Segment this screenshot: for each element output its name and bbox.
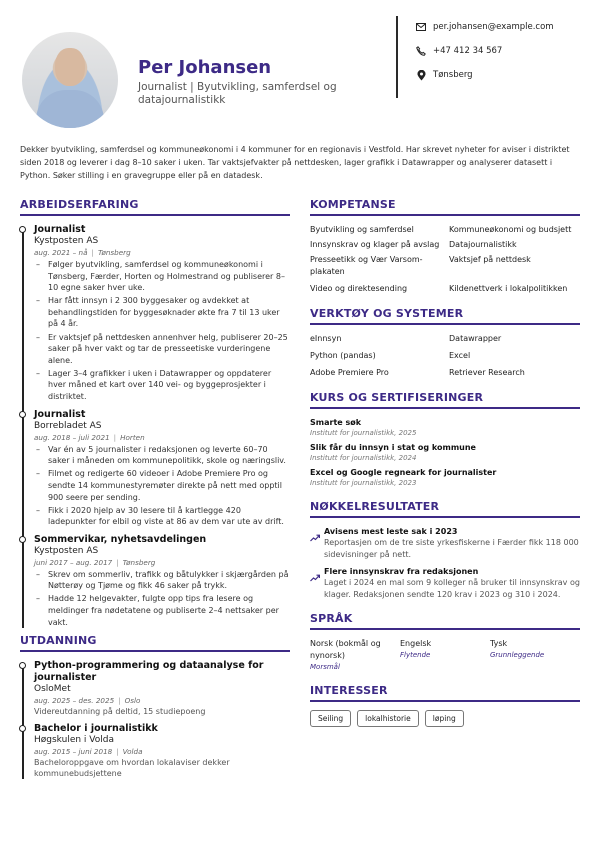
- profile-photo: [22, 32, 118, 128]
- achievement-item: [310, 526, 580, 560]
- interest-tag: løping: [425, 710, 464, 727]
- skill-item: Video og direktesending: [310, 284, 408, 293]
- course-item: [310, 442, 580, 463]
- languages-list: [310, 638, 580, 672]
- section-rule: [20, 650, 290, 652]
- course-item: [310, 417, 580, 438]
- section-rule: [310, 214, 580, 216]
- job-bullets: [34, 444, 290, 528]
- header-divider: [396, 16, 398, 98]
- section-title-education: UTDANNING: [20, 634, 97, 648]
- section-title-skills: KOMPETANSE: [310, 198, 396, 211]
- timeline-dot: [19, 662, 26, 669]
- bullet: – Er vaktsjef på nettdesken annenhver helg, publiserer 20–25 saker på hver vakt og tar de presseetiske vurderingene alene.: [34, 332, 290, 367]
- interest-tag: Seiling: [310, 710, 351, 727]
- email-text: per.johansen@example.com: [433, 22, 554, 32]
- achievement-item: [310, 566, 580, 600]
- education-desc: Bacheloroppgave om hvordan lokalaviser dekker kommunebudsjettene: [34, 758, 230, 779]
- course-meta: Institutt for journalistikk, 2024: [310, 454, 417, 462]
- left-column: [20, 198, 290, 785]
- education-meta: aug. 2015 – juni 2018 | Volda: [34, 747, 143, 757]
- section-title-languages: SPRÅK: [310, 612, 353, 625]
- education-period: aug. 2015 – juni 2018: [34, 747, 113, 757]
- job-meta: aug. 2018 – juli 2021 | Horten: [34, 432, 145, 442]
- course-meta: Institutt for journalistikk, 2025: [310, 429, 417, 437]
- bullet: – Var én av 5 journalister i redaksjonen og leverte 60–70 saker i måneden om kommunepolitikk, skole og næringsliv.: [34, 444, 290, 467]
- job-period: juni 2017 – aug. 2017: [34, 557, 113, 567]
- course-title: Slik får du innsyn i stat og kommune: [310, 443, 476, 452]
- phone-icon: [416, 46, 426, 56]
- contact-location: [416, 70, 473, 80]
- phone-text: +47 412 34 567: [433, 46, 503, 56]
- job-place: Tønsberg: [122, 557, 156, 567]
- tool-item: Retriever Research: [449, 368, 525, 377]
- person-title: Journalist | Byutvikling, samferdsel og datajournalistikk: [138, 81, 337, 106]
- skill-item: Byutvikling og samferdsel: [310, 225, 414, 234]
- education-title: Python-programmering og dataanalyse for journalister: [34, 660, 264, 684]
- job-place: Tønsberg: [97, 248, 131, 257]
- achievement-desc: Laget i 2024 en mal som 9 kolleger nå bruker til innsynskrav og klager. Redaksjonen sendte 120 krav i 2023 og 310 i 2024.: [324, 578, 580, 599]
- contact-phone[interactable]: [416, 46, 502, 56]
- job-period: aug. 2018 – juli 2021: [34, 432, 110, 442]
- bullet: – Fikk i 2020 hjelp av 30 lesere til å kartlegge 420 ladepunkter for elbil og viste at 86 av dem var ute av drift.: [34, 505, 290, 528]
- section-rule: [310, 516, 580, 518]
- skill-item: Innsynskrav og klager på avslag: [310, 240, 440, 249]
- section-title-courses: KURS OG SERTIFISERINGER: [310, 391, 484, 404]
- contact-email[interactable]: [416, 22, 554, 32]
- course-meta: Institutt for journalistikk, 2023: [310, 479, 417, 487]
- achievement-title: Avisens mest leste sak i 2023: [324, 527, 458, 536]
- achievement-desc: Reportasjen om de tre siste yrkesfiskerne i Færder fikk 118 000 sidevisninger på nett.: [324, 538, 579, 559]
- course-item: [310, 467, 580, 488]
- location-pin-icon: [416, 70, 426, 80]
- experience-item: [34, 409, 290, 528]
- education-org: OsloMet: [34, 684, 71, 695]
- language-item: [310, 638, 400, 672]
- course-title: Smarte søk: [310, 418, 362, 427]
- skill-item: Datajournalistikk: [449, 240, 517, 249]
- bullet: – Hadde 12 helgevakter, fulgte opp tips fra lesere og meldinger fra nødetatene og publiserte 2–4 nettsaker per vakt.: [34, 593, 290, 628]
- bullet: – Lager 3–4 grafikker i uken i Datawrapper og oppdaterer hver måned et kart over 140 vei- og byggeprosjekter i distriktet.: [34, 368, 290, 403]
- education-meta: aug. 2025 – des. 2025 | Oslo: [34, 696, 141, 706]
- job-title: Sommervikar, nyhetsavdelingen: [34, 533, 207, 545]
- skill-item: Kommuneøkonomi og budsjett: [449, 225, 572, 234]
- tool-item: Excel: [449, 351, 471, 360]
- location-text: Tønsberg: [433, 70, 473, 80]
- experience-timeline: [20, 224, 290, 628]
- interests-tags: [310, 710, 580, 727]
- interest-tag: lokalhistorie: [357, 710, 419, 727]
- section-rule: [310, 323, 580, 325]
- education-org: Høgskulen i Volda: [34, 735, 114, 746]
- job-org: Kystposten AS: [34, 236, 99, 246]
- job-bullets: [34, 259, 290, 403]
- job-meta: juni 2017 – aug. 2017 | Tønsberg: [34, 557, 156, 567]
- achievement-title: Flere innsynskrav fra redaksjonen: [324, 567, 479, 576]
- education-item: [34, 660, 290, 717]
- timeline-dot: [19, 226, 26, 233]
- job-org: Kystposten AS: [34, 545, 99, 556]
- tool-item: Python (pandas): [310, 351, 376, 360]
- section-title-interests: INTERESSER: [310, 684, 388, 697]
- language-name: Engelsk: [400, 639, 432, 648]
- language-item: [490, 638, 580, 672]
- section-title-tools: VERKTØY OG SYSTEMER: [310, 307, 464, 320]
- section-rule: [310, 628, 580, 630]
- tool-item: eInnsyn: [310, 334, 342, 343]
- bullet: – Følger byutvikling, samferdsel og kommuneøkonomi i Tønsberg, Færder, Horten og Holmestrand og publiserer 8–10 egne saker hver uke.: [34, 259, 290, 294]
- section-title-experience: ARBEIDSERFARING: [20, 198, 139, 211]
- tool-item: Datawrapper: [449, 334, 502, 343]
- envelope-icon: [416, 22, 426, 32]
- person-name: Per Johansen: [138, 57, 272, 78]
- education-desc: Videreutdanning på deltid, 15 studiepoeng: [34, 707, 206, 717]
- education-place: Volda: [122, 747, 143, 757]
- experience-item: [34, 224, 290, 403]
- language-level: Flytende: [400, 651, 431, 659]
- language-level: Morsmål: [310, 663, 340, 671]
- job-period: aug. 2021 – nå: [34, 248, 88, 257]
- trend-up-icon: [310, 567, 320, 575]
- course-title: Excel og Google regneark for journalister: [310, 468, 497, 477]
- skill-item: Vaktsjef på nettdesk: [449, 255, 531, 264]
- education-period: aug. 2025 – des. 2025: [34, 696, 115, 706]
- language-name: Norsk (bokmål og nynorsk): [310, 639, 381, 660]
- section-rule: [310, 700, 580, 702]
- tool-item: Adobe Premiere Pro: [310, 368, 389, 377]
- bullet: – Har fått innsyn i 2 300 byggesaker og avdekket at behandlingstiden for byggesøknader økte fra 7 til 13 uker på 4 år.: [34, 295, 290, 330]
- experience-item: [34, 534, 290, 628]
- right-column: [310, 198, 580, 727]
- trend-up-icon: [310, 527, 320, 535]
- skills-grid: [310, 224, 580, 295]
- education-place: Oslo: [124, 696, 141, 706]
- language-item: [400, 638, 490, 672]
- education-timeline: [20, 660, 290, 779]
- tools-grid: [310, 333, 580, 379]
- language-level: Grunnleggende: [490, 651, 545, 659]
- job-org: Borrebladet AS: [34, 420, 102, 431]
- language-name: Tysk: [490, 639, 508, 648]
- profile-summary: Dekker byutvikling, samferdsel og kommuneøkonomi i 4 kommuner for en regionavis i Vestfold. Har skrevet nyheter for aviser i distriktet siden 2018 og leverer i dag 8–10 saker i uken. Tar vaktsjefvakter på nettdesken, lager grafikk i Datawrapper og analyserer datasett i Python. Søker stilling i en gravegruppe eller på en datadesk.: [20, 145, 570, 180]
- section-rule: [20, 214, 290, 216]
- skill-item: Presseetikk og Vær Varsom-plakaten: [310, 255, 423, 276]
- timeline-dot: [19, 725, 26, 732]
- timeline-dot: [19, 411, 26, 418]
- job-meta: aug. 2021 – nå | Tønsberg: [34, 248, 131, 257]
- section-rule: [310, 407, 580, 409]
- skill-item: Kildenettverk i lokalpolitikken: [449, 284, 568, 293]
- job-bullets: [34, 569, 290, 628]
- resume-header: [0, 0, 600, 138]
- education-title: Bachelor i journalistikk: [34, 723, 158, 735]
- education-item: [34, 723, 290, 779]
- timeline-dot: [19, 536, 26, 543]
- bullet: – Filmet og redigerte 60 videoer i Adobe Premiere Pro og sendte 14 kommunestyremøter direkte på nett med opptil 900 seere per sending.: [34, 468, 290, 503]
- job-title: Journalist: [34, 224, 86, 235]
- section-title-achievements: NØKKELRESULTATER: [310, 500, 440, 513]
- job-title: Journalist: [34, 408, 86, 420]
- job-place: Horten: [120, 432, 145, 442]
- bullet: – Skrev om sommerliv, trafikk og båtulykker i skjærgården på Nøtterøy og Tjøme og fikk 46 saker på trykk.: [34, 569, 290, 592]
